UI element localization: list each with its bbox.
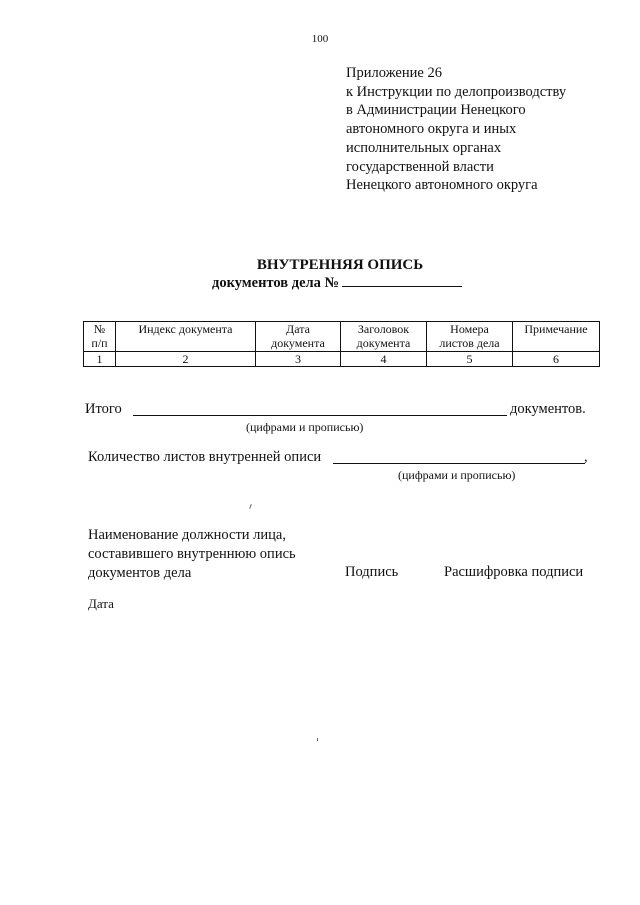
table-cell: 5 bbox=[427, 352, 513, 367]
stray-dot bbox=[317, 738, 318, 741]
header-index bbox=[116, 322, 256, 352]
document-title: ВНУТРЕННЯЯ ОПИСЬ bbox=[256, 257, 424, 273]
table-cell: 6 bbox=[513, 352, 600, 367]
header-date-line-1: Дата bbox=[286, 322, 310, 336]
header-sheets bbox=[427, 322, 513, 352]
position-line: Наименование должности лица, bbox=[88, 527, 286, 543]
table-cell: 3 bbox=[256, 352, 341, 367]
appendix-line: к Инструкции по делопроизводству bbox=[346, 83, 567, 100]
position-line: документов дела bbox=[88, 565, 192, 581]
total-suffix: документов. bbox=[510, 401, 586, 417]
signature-decode-label: Расшифровка подписи bbox=[444, 564, 584, 580]
header-index-line-1: Индекс документа bbox=[138, 322, 233, 336]
document-subtitle bbox=[212, 274, 462, 292]
header-heading-line-2: документа bbox=[356, 336, 411, 350]
appendix-line: автономного округа и иных bbox=[346, 121, 517, 138]
table-cell: 1 bbox=[84, 352, 116, 367]
sheets-suffix: , bbox=[584, 449, 588, 465]
stray-mark bbox=[249, 504, 252, 509]
position-line: составившего внутреннюю опись bbox=[88, 546, 296, 562]
header-heading-line-1: Заголовок bbox=[357, 322, 410, 336]
header-num-line-1: № bbox=[93, 322, 106, 336]
header-num-line-2: п/п bbox=[91, 336, 108, 350]
subtitle-text: документов дела № bbox=[212, 275, 340, 291]
appendix-line: в Администрации Ненецкого bbox=[346, 102, 526, 119]
header-sheets-line-2: листов дела bbox=[439, 336, 500, 350]
sheets-label: Количество листов внутренней описи bbox=[88, 449, 322, 465]
table-header-row bbox=[84, 322, 600, 352]
table-cell: 2 bbox=[116, 352, 256, 367]
appendix-line: исполнительных органах bbox=[346, 139, 502, 156]
appendix-block bbox=[346, 64, 566, 195]
header-sheets-line-1: Номера bbox=[450, 322, 489, 336]
case-number-blank bbox=[342, 274, 462, 287]
inventory-table bbox=[83, 321, 600, 367]
sheets-blank-line bbox=[333, 463, 585, 464]
appendix-line: Ненецкого автономного округа bbox=[346, 177, 538, 194]
position-block bbox=[88, 526, 296, 583]
header-date-line-2: документа bbox=[271, 336, 325, 350]
table-number-row bbox=[84, 352, 600, 367]
date-label: Дата bbox=[88, 596, 114, 611]
total-blank-line bbox=[133, 415, 507, 416]
header-note-line-1: Примечание bbox=[524, 322, 588, 336]
header-heading bbox=[341, 322, 427, 352]
table-cell: 4 bbox=[341, 352, 427, 367]
page-number: 100 bbox=[311, 33, 329, 45]
signature-label: Подпись bbox=[345, 564, 399, 580]
appendix-line: государственной власти bbox=[346, 158, 494, 175]
total-hint: (цифрами и прописью) bbox=[246, 420, 364, 434]
appendix-line: Приложение 26 bbox=[346, 65, 442, 81]
header-date bbox=[256, 322, 341, 352]
header-note bbox=[513, 322, 600, 352]
header-num bbox=[84, 322, 116, 352]
sheets-hint: (цифрами и прописью) bbox=[398, 468, 516, 482]
total-label: Итого bbox=[85, 401, 122, 417]
